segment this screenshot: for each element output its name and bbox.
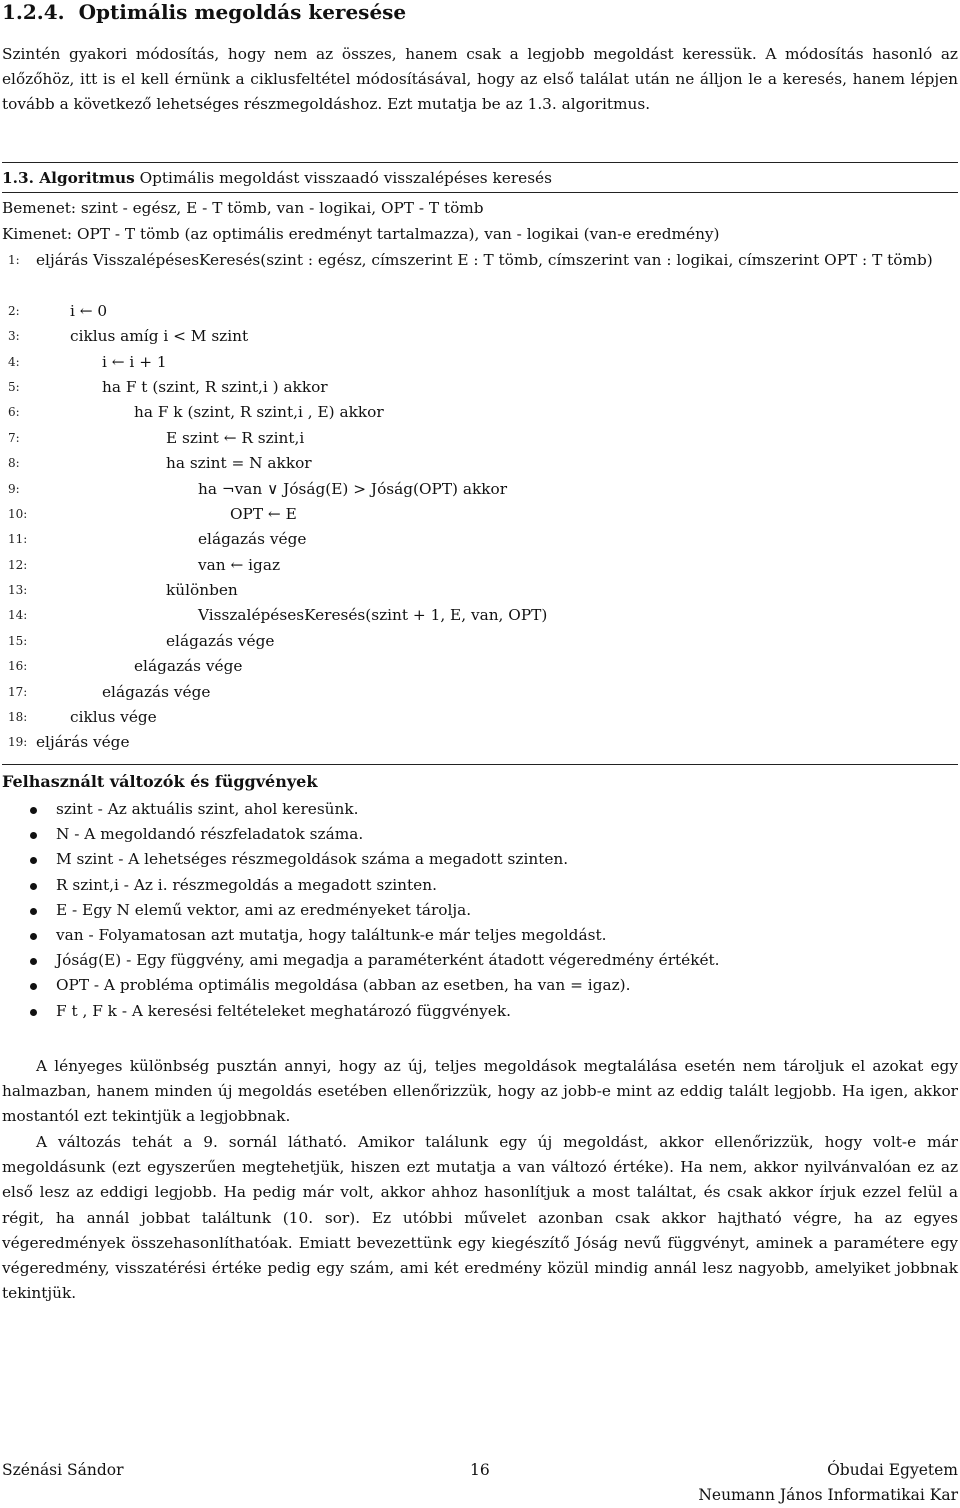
line-code: eljárás vége [36, 733, 130, 752]
line-code: ha ¬van ∨ Jóság(E) > Jóság(OPT) akkor [198, 479, 508, 498]
line-number: 7: [8, 430, 20, 445]
list-item [0, 999, 956, 1024]
list-item-text: F t , F k - A keresési feltételeket meghatározó függvények. [56, 1001, 511, 1020]
list-item-text: van - Folyamatosan azt mutatja, hogy találtunk-e már teljes megoldást. [56, 925, 607, 944]
list-item-text: R szint,i - Az i. részmegoldás a megadott szinten. [56, 875, 437, 894]
line-number: 4: [8, 354, 20, 369]
line-number: 2: [8, 303, 20, 318]
bullet-icon [30, 958, 37, 965]
list-item-text: E - Egy N elemű vektor, ami az eredményeket tárolja. [56, 900, 472, 919]
line-code: eljárás VisszalépésesKeresés(szint : egész, címszerint E : T tömb, címszerint van : logikai, címszerint OPT : T tömb) [36, 251, 933, 269]
footer-faculty: Neumann János Informatikai Kar [698, 1486, 958, 1504]
algorithm-line [2, 324, 958, 349]
line-number: 10: [8, 506, 28, 521]
line-number: 5: [8, 379, 20, 394]
line-code: ciklus amíg i < M szint [70, 327, 249, 346]
algorithm-line [2, 705, 958, 730]
algorithm-bottom-rule [2, 764, 958, 765]
algorithm-line [2, 299, 958, 324]
list-item [0, 797, 956, 822]
line-code: ha szint = N akkor [166, 454, 312, 473]
list-item-text: szint - Az aktuális szint, ahol keresünk. [56, 800, 359, 818]
line-number: 9: [8, 481, 20, 496]
list-item [0, 948, 956, 973]
line-code: ha F t (szint, R szint,i ) akkor [102, 377, 328, 396]
line-number: 17: [8, 684, 28, 699]
line-code: van ← igaz [198, 555, 281, 574]
algorithm-line [2, 730, 958, 755]
section-number: 1.2.4. [2, 0, 65, 24]
list-item [0, 847, 956, 872]
algorithm-line [2, 527, 958, 552]
algorithm-title: Optimális megoldást visszaadó visszalépéses keresés [139, 169, 552, 187]
footer-author: Szénási Sándor [2, 1461, 124, 1479]
line-code: ciklus vége [70, 708, 157, 727]
algorithm-line [2, 603, 958, 628]
list-item [0, 923, 956, 948]
algorithm-label: 1.3. Algoritmus [2, 169, 135, 187]
line-number: 14: [8, 608, 28, 623]
algorithm-input [2, 196, 958, 221]
bullet-icon [30, 933, 37, 940]
body-paragraph-2: A változás tehát a 9. sornál látható. Amikor találunk egy új megoldást, akkor ellenőrizzük, hogy volt-e már megoldásunk (ezt egyszerűen megtehetjük, hiszen ezt mutatja a van változó értéke). Ha nem, akkor nyilvánvalóan ez az első lesz az eddigi legjobb. Ha pedig már volt, akkor ahhoz hasonlítjuk a most találtat, és csak akkor írjuk ezzel felül a régit, ha annál jobbat találtunk (10. sor). Ez utóbbi művelet azonban csak akkor hajtható végre, ha az egyes végeredmények összehasonlíthatóak. Emiatt bevezettünk egy kiegészítő Jóság nevű függvényt, aminek a paramétere egy végeredmény, visszatérési értéke pedig egy szám, ami két eredmény közül mindig annál lesz nagyobb, amelyiket jobbnak tekintjük. [2, 1133, 958, 1303]
bullet-icon [30, 832, 37, 839]
algorithm-line [2, 248, 958, 299]
line-number: 6: [8, 405, 20, 420]
algorithm-body [2, 248, 958, 756]
variables-list [0, 797, 956, 1024]
algorithm-line [2, 451, 958, 476]
algorithm-line [2, 553, 958, 578]
bullet-icon [30, 857, 37, 864]
algorithm-input-text: Bemenet: szint - egész, E - T tömb, van - logikai, OPT - T tömb [2, 199, 484, 217]
list-item [0, 822, 956, 847]
line-number: 19: [8, 735, 28, 750]
list-item [0, 898, 956, 923]
variables-heading: Felhasznált változók és függvények [2, 772, 318, 791]
line-number: 13: [8, 583, 28, 598]
algorithm-line [2, 400, 958, 425]
intro-paragraph: Szintén gyakori módosítás, hogy nem az összes, hanem csak a legjobb megoldást keressük. A módosítás hasonló az előzőhöz, itt is el kell érnünk a ciklusfeltétel módosításával, hogy az első találat után ne álljon le a keresés, hanem lépjen tovább a következő lehetséges részmegoldáshoz. Ezt mutatja be az 1.3. algoritmus. [2, 45, 958, 113]
bullet-icon [30, 908, 37, 915]
list-item [0, 973, 956, 998]
line-code: elágazás vége [134, 657, 243, 676]
line-number: 12: [8, 557, 28, 572]
line-code: i ← i + 1 [102, 352, 167, 371]
section-title: Optimális megoldás keresése [78, 0, 407, 24]
line-code: különben [166, 581, 238, 600]
bullet-icon [30, 1009, 37, 1016]
bullet-icon [30, 983, 37, 990]
footer-page-number: 16 [470, 1461, 490, 1479]
line-number: 11: [8, 532, 28, 547]
line-code: i ← 0 [70, 301, 108, 320]
algorithm-line [2, 578, 958, 603]
line-code: OPT ← E [230, 504, 297, 523]
list-item-text: OPT - A probléma optimális megoldása (abban az esetben, ha van = igaz). [56, 976, 631, 995]
line-code: E szint ← R szint,i [166, 428, 305, 447]
line-code: elágazás vége [198, 530, 307, 549]
line-number: 3: [8, 329, 20, 344]
line-code: VisszalépésesKeresés(szint + 1, E, van, OPT) [198, 606, 548, 625]
line-code: elágazás vége [102, 682, 211, 701]
line-number: 18: [8, 710, 28, 725]
section-heading [2, 0, 406, 24]
list-item-text: M szint - A lehetséges részmegoldások száma a megadott szinten. [56, 850, 569, 869]
algorithm-line [2, 477, 958, 502]
algorithm-top-rule [2, 162, 958, 163]
line-number: 15: [8, 633, 28, 648]
algorithm-line [2, 680, 958, 705]
algorithm-caption-rule [2, 192, 958, 193]
algorithm-output [2, 222, 958, 247]
algorithm-line [2, 350, 958, 375]
bullet-icon [30, 807, 37, 814]
line-number: 16: [8, 659, 28, 674]
bullet-icon [30, 883, 37, 890]
algorithm-output-text: Kimenet: OPT - T tömb (az optimális eredményt tartalmazza), van - logikai (van-e eredmény) [2, 225, 720, 243]
line-code: elágazás vége [166, 631, 275, 650]
body-paragraph-1: A lényeges különbség pusztán annyi, hogy az új, teljes megoldások megtalálása esetén nem tároljuk el azokat egy halmazban, hanem minden új megoldás esetében ellenőrizzük, hogy az jobb-e mint az eddig talált legjobb. Ha igen, akkor mostantól ezt tekintjük a legjobbnak. [2, 1057, 958, 1126]
algorithm-line [2, 502, 958, 527]
line-code: ha F k (szint, R szint,i , E) akkor [134, 403, 384, 422]
algorithm-line [2, 375, 958, 400]
algorithm-caption [2, 167, 958, 189]
list-item-text: Jóság(E) - Egy függvény, ami megadja a paraméterként átadott végeredmény értékét. [56, 951, 720, 970]
line-number: 1: [8, 253, 20, 267]
list-item [0, 873, 956, 898]
list-item-text: N - A megoldandó részfeladatok száma. [56, 825, 364, 844]
algorithm-line [2, 426, 958, 451]
footer-institution: Óbudai Egyetem [827, 1461, 958, 1479]
algorithm-line [2, 654, 958, 679]
line-number: 8: [8, 456, 20, 471]
algorithm-line [2, 629, 958, 654]
